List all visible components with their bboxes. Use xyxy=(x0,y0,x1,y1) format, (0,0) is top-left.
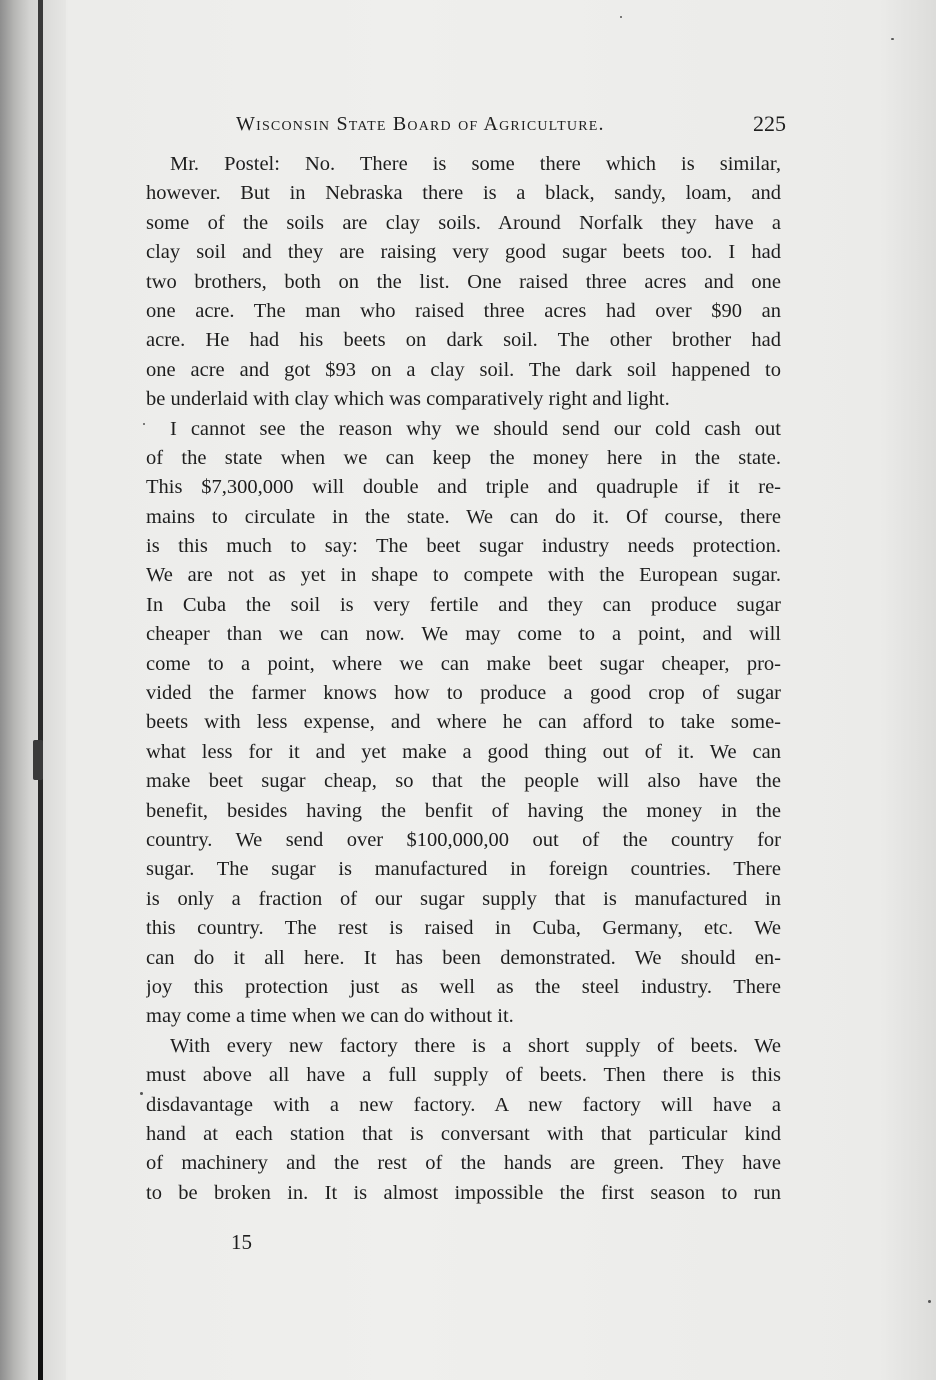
text-line: two brothers, both on the list. One raised three acres and one xyxy=(146,270,781,293)
scan-speck xyxy=(620,16,622,18)
scan-speck xyxy=(143,423,145,425)
text-line: come to a point, where we can make beet sugar cheaper, pro- xyxy=(146,652,781,675)
text-line: clay soil and they are raising very good sugar beets too. I had xyxy=(146,241,781,264)
text-line: joy this protection just as well as the steel industry. There xyxy=(146,975,781,998)
text-line: is only a fraction of our sugar supply that is manufactured in xyxy=(146,887,781,910)
signature-mark: 15 xyxy=(231,1230,252,1254)
text-line: vided the farmer knows how to produce a good crop of sugar xyxy=(146,682,781,705)
text-line: one acre and got $93 on a clay soil. The dark soil happened to xyxy=(146,358,781,381)
page-number: 225 xyxy=(753,111,786,136)
running-head xyxy=(146,113,786,143)
text-line: one acre. The man who raised three acres had over $90 an xyxy=(146,299,781,322)
text-line: I cannot see the reason why we should send our cold cash out xyxy=(170,417,781,440)
binding-edge xyxy=(38,0,43,1380)
text-line: to be broken in. It is almost impossible the first season to run xyxy=(146,1181,781,1204)
text-line: is this much to say: The beet sugar industry needs protection. xyxy=(146,535,781,558)
text-line: Mr. Postel: No. There is some there which is similar, xyxy=(170,153,781,175)
text-line: benefit, besides having the benfit of having the money in the xyxy=(146,799,781,822)
text-line: We are not as yet in shape to compete with the European sugar. xyxy=(146,564,781,587)
binding-mark xyxy=(33,740,43,780)
text-line: may come a time when we can do without it. xyxy=(146,1005,514,1028)
text-line: In Cuba the soil is very fertile and they can produce sugar xyxy=(146,593,781,616)
scan-speck xyxy=(891,38,894,40)
text-line: hand at each station that is conversant with that particular kind xyxy=(146,1122,781,1145)
scan-speck xyxy=(928,1300,931,1303)
running-head-title: Wisconsin State Board of Agriculture. xyxy=(236,113,605,135)
text-line: country. We send over $100,000,00 out of the country for xyxy=(146,828,781,851)
book-binding-shadow xyxy=(0,0,66,1380)
text-line: what less for it and yet make a good thing out of it. We can xyxy=(146,740,781,763)
text-line: cheaper than we can now. We may come to a point, and will xyxy=(146,623,781,646)
text-line: This $7,300,000 will double and triple and quadruple if it re- xyxy=(146,476,781,499)
text-line: sugar. The sugar is manufactured in foreign countries. There xyxy=(146,858,781,881)
text-line: With every new factory there is a short supply of beets. We xyxy=(170,1034,781,1057)
text-line: must above all have a full supply of beets. Then there is this xyxy=(146,1064,781,1087)
text-line: of machinery and the rest of the hands are green. They have xyxy=(146,1152,781,1175)
text-line: this country. The rest is raised in Cuba, Germany, etc. We xyxy=(146,917,781,940)
text-line: however. But in Nebraska there is a black, sandy, loam, and xyxy=(146,182,781,205)
body-text xyxy=(146,150,781,1208)
text-line: beets with less expense, and where he can afford to take some- xyxy=(146,711,781,734)
text-line: of the state when we can keep the money here in the state. xyxy=(146,446,781,469)
text-line: some of the soils are clay soils. Around Norfalk they have a xyxy=(146,211,781,234)
text-line: be underlaid with clay which was comparatively right and light. xyxy=(146,388,670,411)
text-line: mains to circulate in the state. We can do it. Of course, there xyxy=(146,505,781,528)
scan-speck xyxy=(140,1092,143,1095)
text-line: acre. He had his beets on dark soil. The other brother had xyxy=(146,329,781,352)
text-line: disdavantage with a new factory. A new factory will have a xyxy=(146,1093,781,1116)
text-line: can do it all here. It has been demonstrated. We should en- xyxy=(146,946,781,969)
text-line: make beet sugar cheap, so that the people will also have the xyxy=(146,770,781,793)
